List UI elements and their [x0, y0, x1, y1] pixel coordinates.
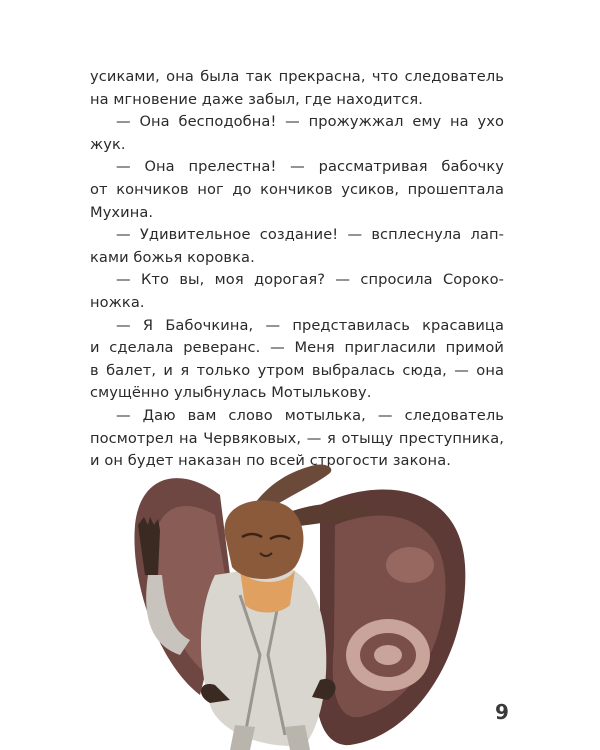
text-line: посмотрел на Червяковых, — я отыщу преступника, [90, 429, 504, 447]
paragraph [90, 315, 504, 405]
text-line: — Удивительное создание! — всплеснула лап- [116, 226, 504, 244]
text-line: смущённо улыбнулась Мотылькову. [90, 384, 372, 402]
text-line: — Я Бабочкина, — представилась красавица [116, 316, 504, 334]
page-number: 9 [495, 700, 509, 724]
text-line: ножка. [90, 293, 145, 311]
text-line: Мухина. [90, 203, 154, 221]
text-line: и сделала реверанс. — Меня пригласили примой [90, 339, 504, 357]
text-line: и он будет наказан по всей строгости закона. [90, 452, 451, 470]
text-line: — Она прелестна! — рассматривая бабочку [116, 158, 504, 176]
paragraph [90, 224, 504, 269]
text-line: жук. [90, 135, 126, 153]
text-line: на мгновение даже забыл, где находится. [90, 90, 423, 108]
paragraph [90, 111, 504, 156]
paragraph [90, 66, 504, 111]
text-line: усиками, она была так прекрасна, что следователь [90, 68, 504, 85]
head [225, 500, 304, 579]
body-text [90, 66, 504, 473]
text-line: ками божья коровка. [90, 248, 255, 266]
moth-detective-icon [120, 455, 480, 750]
paragraph [90, 156, 504, 224]
text-line: от кончиков ног до кончиков усиков, прошептала [90, 180, 504, 198]
text-line: — Кто вы, моя дорогая? — спросила Сороко- [116, 271, 504, 289]
text-line: в балет, и я только утром выбралась сюда, — она [90, 361, 504, 379]
text-line: — Даю вам слово мотылька, — следователь [116, 406, 504, 424]
text-line: — Она бесподобна! — прожужжал ему на ухо [116, 113, 504, 131]
paragraph [90, 269, 504, 314]
